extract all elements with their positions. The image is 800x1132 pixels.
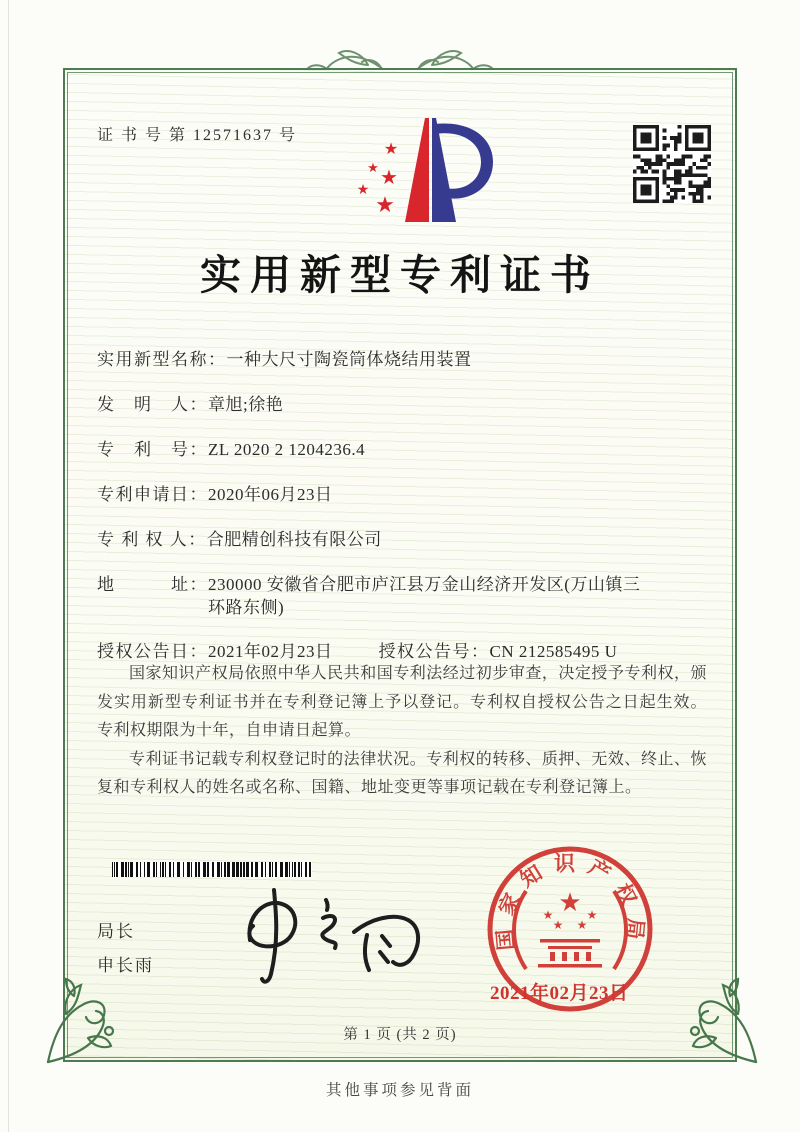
svg-text:★: ★ [576, 918, 588, 932]
svg-text:★: ★ [367, 160, 379, 175]
field-label: 实用新型名称： [97, 350, 227, 369]
seal-national-emblem [514, 888, 626, 969]
svg-text:★: ★ [380, 167, 398, 189]
svg-text:★: ★ [383, 141, 399, 158]
legal-paragraph-1: 国家知识产权局依照中华人民共和国专利法经过初步审查，决定授予专利权，颁发实用新型专利证书并在专利登记簿上予以登记。专利权自授权公告之日起生效。专利权期限为十年，自申请日起算。 [97, 665, 707, 739]
signature-handwriting [220, 878, 430, 993]
field-label: 授权公告日： [97, 642, 208, 661]
logo-p-mark [405, 118, 493, 222]
seal-org-text: 国家知识产权局 [491, 851, 649, 952]
corner-ornament-bottom-right [668, 974, 762, 1068]
field-row-address [97, 573, 713, 619]
svg-text:★: ★ [586, 908, 598, 922]
signer-block [97, 915, 154, 983]
seal-date: 2021年02月23日 [490, 983, 629, 1004]
logo-stars [357, 141, 398, 217]
field-value: 章旭;徐艳 [208, 395, 284, 414]
field-value: CN 212585495 U [489, 642, 618, 661]
scan-edge-line [8, 0, 9, 1132]
cnipa-logo [343, 110, 513, 230]
certificate-title: 实用新型专利证书 [200, 252, 600, 298]
svg-text:★: ★ [375, 192, 395, 217]
field-value: 一种大尺寸陶瓷筒体烧结用装置 [226, 350, 472, 369]
field-row-inventor [97, 393, 713, 417]
signer-name: 申长雨 [97, 956, 154, 975]
barcode [112, 862, 312, 877]
field-value: 230000 安徽省合肥市庐江县万金山经济开发区(万山镇三环路东侧) [208, 575, 641, 617]
field-label: 专 利 号： [97, 440, 208, 459]
certificate-number: 证 书 号 第 12571637 号 [97, 127, 298, 144]
legal-paragraph-2: 专利证书记载专利权登记时的法律状况。专利权的转移、质押、无效、终止、恢复和专利权人的姓名或名称、国籍、地址变更等事项记载在专利登记簿上。 [97, 750, 707, 796]
certificate-border-frame [63, 68, 737, 1062]
signer-title: 局长 [97, 922, 135, 941]
field-list [97, 348, 713, 664]
field-label: 发 明 人： [97, 395, 208, 414]
page-number: 第 1 页 (共 2 页) [343, 1027, 457, 1043]
field-value: 2021年02月23日 [208, 642, 333, 661]
field-label: 专利申请日： [97, 485, 208, 504]
svg-text:★: ★ [356, 183, 370, 198]
field-label: 专 利 权 人： [97, 530, 207, 549]
field-label: 地 址： [97, 575, 208, 594]
field-value: ZL 2020 2 1204236.4 [208, 440, 366, 459]
field-label: 授权公告号： [378, 642, 490, 661]
back-side-note: 其他事项参见背面 [325, 1082, 474, 1099]
field-row-name [97, 348, 713, 372]
field-value: 2020年06月23日 [208, 485, 333, 504]
qr-code [633, 125, 711, 203]
field-row-patentee [97, 528, 713, 552]
field-value: 合肥精创科技有限公司 [206, 530, 382, 549]
legal-text [97, 660, 707, 803]
svg-text:★: ★ [542, 908, 554, 922]
corner-ornament-bottom-left [42, 974, 136, 1068]
svg-text:★: ★ [552, 918, 564, 932]
field-row-filing-date [97, 483, 713, 507]
field-row-patent-no [97, 438, 713, 462]
svg-text:★: ★ [558, 888, 582, 917]
